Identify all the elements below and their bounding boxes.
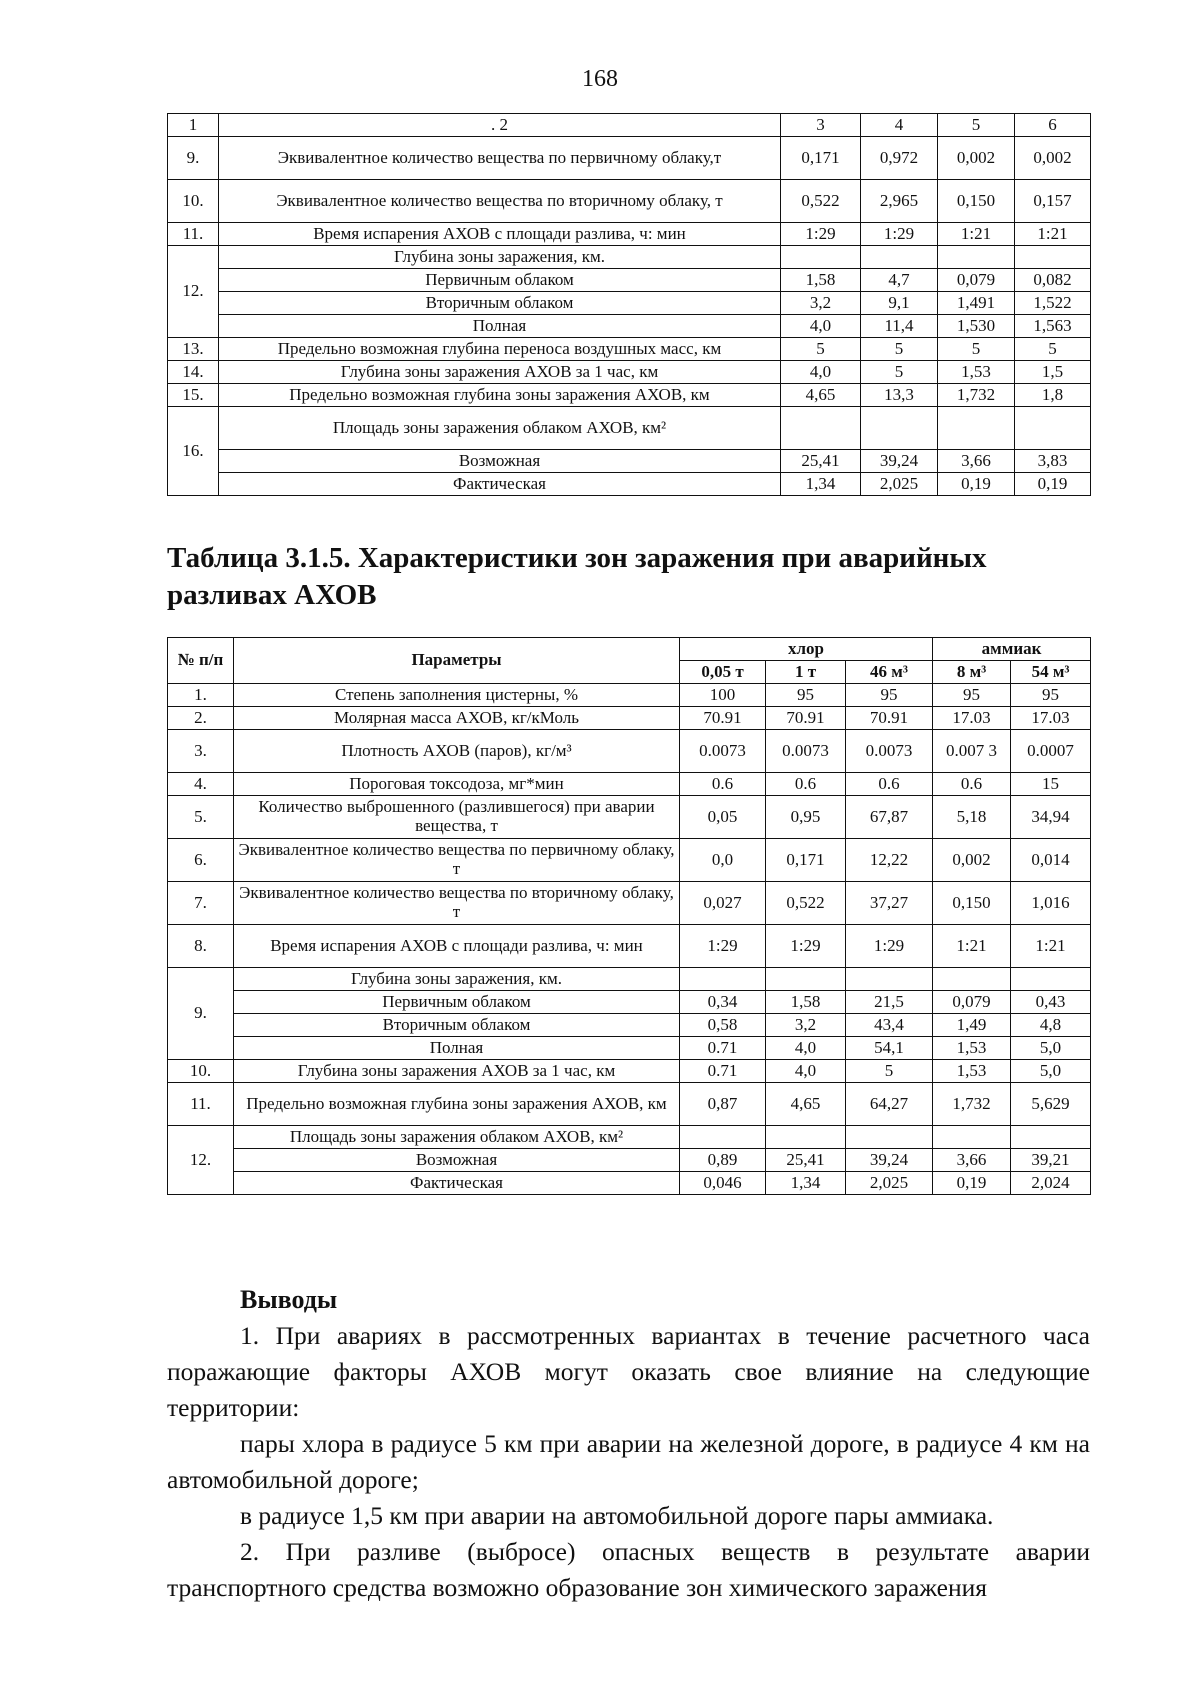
table-cell: Площадь зоны заражения облаком АХОВ, км² [234, 1126, 680, 1149]
table-cell: 11. [168, 1083, 234, 1126]
table-row [168, 882, 1091, 925]
table-cell: 1,732 [938, 384, 1015, 407]
table-cell: 0.6 [766, 773, 846, 796]
table-cell: 0.007 3 [933, 730, 1011, 773]
table-cell: 4,0 [766, 1037, 846, 1060]
table-cell: 5,0 [1011, 1037, 1091, 1060]
table-cell: 4 [861, 114, 938, 137]
table-cell: 4,7 [861, 269, 938, 292]
table-cell: 1,016 [1011, 882, 1091, 925]
table-cell: 4,0 [781, 315, 861, 338]
table-cell: 3,66 [933, 1149, 1011, 1172]
conclusion-paragraph: 1. При авариях в рассмотренных вариантах в течение расчетного часа поражающие факторы АХОВ могут оказать свое влияние на следующие территории: [167, 1321, 1090, 1422]
table-cell: 0,0 [680, 839, 766, 882]
table-header-row [168, 114, 1091, 137]
table-cell: 0.6 [846, 773, 933, 796]
table-cell: 9. [168, 968, 234, 1060]
table-cell: 1:29 [861, 223, 938, 246]
table-cell [938, 246, 1015, 269]
conclusions-heading: Выводы [240, 1285, 338, 1314]
results-table-continuation [167, 113, 1091, 496]
table-cell: 67,87 [846, 796, 933, 839]
table-cell: 25,41 [766, 1149, 846, 1172]
table-cell [846, 1126, 933, 1149]
table-cell: 54,1 [846, 1037, 933, 1060]
column-header-number: № п/п [168, 638, 234, 684]
table-cell: 1:21 [1015, 223, 1091, 246]
table-cell: 10. [168, 1060, 234, 1083]
table-cell: Глубина зоны заражения АХОВ за 1 час, км [219, 361, 781, 384]
table-row [168, 361, 1091, 384]
table-cell: 1. [168, 684, 234, 707]
table-cell: 4,0 [766, 1060, 846, 1083]
table-cell: 100 [680, 684, 766, 707]
table-row [168, 796, 1091, 839]
table-cell: 1,34 [781, 473, 861, 496]
table-row [168, 839, 1091, 882]
column-subheader: 8 м³ [933, 661, 1011, 684]
table-row [168, 991, 1091, 1014]
table-cell: 25,41 [781, 450, 861, 473]
table-cell: 12. [168, 246, 219, 338]
table-cell: 0,002 [938, 137, 1015, 180]
table-cell: 8. [168, 925, 234, 968]
table-cell: 1,491 [938, 292, 1015, 315]
table-cell: Вторичным облаком [219, 292, 781, 315]
table-cell: 15 [1011, 773, 1091, 796]
table-cell: 0,43 [1011, 991, 1091, 1014]
table-cell: 0,87 [680, 1083, 766, 1126]
table-cell: 0,171 [781, 137, 861, 180]
table-cell: Фактическая [234, 1172, 680, 1195]
table-cell: 5 [1015, 338, 1091, 361]
column-header-chlorine: хлор [680, 638, 933, 661]
table-cell: Эквивалентное количество вещества по первичному облаку,т [219, 137, 781, 180]
table-cell: 0,522 [766, 882, 846, 925]
column-subheader: 1 т [766, 661, 846, 684]
table-cell [766, 968, 846, 991]
table-cell: 1,58 [766, 991, 846, 1014]
table-cell [1011, 968, 1091, 991]
table-cell: 0.0007 [1011, 730, 1091, 773]
table-cell: Молярная масса АХОВ, кг/кМоль [234, 707, 680, 730]
table-cell: 1:21 [938, 223, 1015, 246]
table-cell: 0,002 [933, 839, 1011, 882]
table-row [168, 384, 1091, 407]
table-cell: 0,027 [680, 882, 766, 925]
table-cell: 70.91 [846, 707, 933, 730]
table-cell: 9,1 [861, 292, 938, 315]
table-cell: 2,024 [1011, 1172, 1091, 1195]
conclusion-paragraph: 2. При разливе (выбросе) опасных веществ в результате аварии транспортного средства возможно образование зон химического заражения [167, 1537, 1090, 1602]
table-cell: 3,2 [781, 292, 861, 315]
table-cell: 3 [781, 114, 861, 137]
table-cell: 4,65 [781, 384, 861, 407]
table-cell: 2,965 [861, 180, 938, 223]
table-cell: 39,24 [861, 450, 938, 473]
table-row [168, 315, 1091, 338]
table-cell: 0,972 [861, 137, 938, 180]
table-cell: 14. [168, 361, 219, 384]
table-cell: Полная [234, 1037, 680, 1060]
table-cell: Эквивалентное количество вещества по первичному облаку, т [234, 839, 680, 882]
table-row [168, 1060, 1091, 1083]
conclusion-paragraph: в радиусе 1,5 км при аварии на автомобильной дороге пары аммиака. [240, 1501, 994, 1530]
table-cell: Плотность АХОВ (паров), кг/м³ [234, 730, 680, 773]
table-cell: 70.91 [766, 707, 846, 730]
table-row [168, 292, 1091, 315]
table-header-row [168, 638, 1091, 661]
table-cell: Предельно возможная глубина зоны заражения АХОВ, км [219, 384, 781, 407]
table-cell: Эквивалентное количество вещества по вторичному облаку, т [234, 882, 680, 925]
table-row [168, 1172, 1091, 1195]
table-cell: 1:21 [1011, 925, 1091, 968]
table-row [168, 773, 1091, 796]
table-cell: 1,732 [933, 1083, 1011, 1126]
table-cell: Предельно возможная глубина переноса воздушных масс, км [219, 338, 781, 361]
table-cell: 5 [938, 338, 1015, 361]
table-cell: 5. [168, 796, 234, 839]
column-subheader: 46 м³ [846, 661, 933, 684]
table-cell: 13,3 [861, 384, 938, 407]
table-cell: 0,19 [1015, 473, 1091, 496]
table-cell: 0.6 [933, 773, 1011, 796]
table-cell: 39,24 [846, 1149, 933, 1172]
table-cell: 2,025 [861, 473, 938, 496]
table-cell: Время испарения АХОВ с площади разлива, ч: мин [234, 925, 680, 968]
page-number: 168 [582, 66, 618, 92]
table-cell: Возможная [219, 450, 781, 473]
table-cell: 0,95 [766, 796, 846, 839]
contamination-zones-table [167, 637, 1091, 1195]
table-cell: 0,002 [1015, 137, 1091, 180]
table-cell: 4,8 [1011, 1014, 1091, 1037]
table-cell: 1:29 [680, 925, 766, 968]
table-cell: 6. [168, 839, 234, 882]
table-row [168, 684, 1091, 707]
table-row [168, 407, 1091, 450]
table-cell: 0,150 [938, 180, 1015, 223]
table-cell: 1,8 [1015, 384, 1091, 407]
table-cell: 0,89 [680, 1149, 766, 1172]
table-cell: 5 [938, 114, 1015, 137]
table-cell: 95 [766, 684, 846, 707]
table-cell [680, 968, 766, 991]
table-cell: 0.71 [680, 1060, 766, 1083]
conclusion-paragraph: пары хлора в радиусе 5 км при аварии на железной дороге, в радиусе 4 км на автомобильной дороге; [167, 1429, 1090, 1494]
table-cell: Эквивалентное количество вещества по вторичному облаку, т [219, 180, 781, 223]
table-row [168, 246, 1091, 269]
table-cell: 1,34 [766, 1172, 846, 1195]
table-title: Таблица 3.1.5. Характеристики зон заражения при аварийных разливах АХОВ [167, 542, 987, 611]
table-cell [1011, 1126, 1091, 1149]
table-row [168, 269, 1091, 292]
table-cell: Время испарения АХОВ с площади разлива, ч: мин [219, 223, 781, 246]
table-cell: 16. [168, 407, 219, 496]
table-row [168, 1149, 1091, 1172]
table-cell: 2,025 [846, 1172, 933, 1195]
column-subheader: 54 м³ [1011, 661, 1091, 684]
table-cell: 11,4 [861, 315, 938, 338]
table-row [168, 1014, 1091, 1037]
table-cell: 5 [781, 338, 861, 361]
table-cell: 1,522 [1015, 292, 1091, 315]
table-cell [766, 1126, 846, 1149]
table-cell: 1,58 [781, 269, 861, 292]
table-cell [1015, 407, 1091, 450]
table-cell: 70.91 [680, 707, 766, 730]
table-cell: 5,18 [933, 796, 1011, 839]
table-cell: 43,4 [846, 1014, 933, 1037]
table-cell: 0,079 [933, 991, 1011, 1014]
column-header-ammonia: аммиак [933, 638, 1091, 661]
table-cell: 1:29 [846, 925, 933, 968]
table-cell: Первичным облаком [234, 991, 680, 1014]
table-cell: 0.71 [680, 1037, 766, 1060]
table-cell: 5 [861, 361, 938, 384]
table-cell: Глубина зоны заражения, км. [234, 968, 680, 991]
table-cell: Глубина зоны заражения АХОВ за 1 час, км [234, 1060, 680, 1083]
table-row [168, 473, 1091, 496]
table-cell: 5 [846, 1060, 933, 1083]
table-cell: 1,53 [933, 1060, 1011, 1083]
table-cell: 39,21 [1011, 1149, 1091, 1172]
table-cell: Площадь зоны заражения облаком АХОВ, км² [219, 407, 781, 450]
table-cell: Глубина зоны заражения, км. [219, 246, 781, 269]
table-cell: 4,0 [781, 361, 861, 384]
table-cell: Пороговая токсодоза, мг*мин [234, 773, 680, 796]
table-cell: 1,49 [933, 1014, 1011, 1037]
table-row [168, 968, 1091, 991]
table-cell: Фактическая [219, 473, 781, 496]
table-cell: 0,58 [680, 1014, 766, 1037]
table-cell: Степень заполнения цистерны, % [234, 684, 680, 707]
table-cell: 0,171 [766, 839, 846, 882]
column-subheader: 0,05 т [680, 661, 766, 684]
table-cell [933, 968, 1011, 991]
table-cell [933, 1126, 1011, 1149]
table-cell: 3,2 [766, 1014, 846, 1037]
table-cell: 0,19 [933, 1172, 1011, 1195]
table-cell: 1:21 [933, 925, 1011, 968]
table-cell: 1,53 [938, 361, 1015, 384]
table-cell: 12. [168, 1126, 234, 1195]
table-cell: 34,94 [1011, 796, 1091, 839]
table-cell: Количество выброшенного (разлившегося) при аварии вещества, т [234, 796, 680, 839]
table-cell: 11. [168, 223, 219, 246]
table-cell: 0,157 [1015, 180, 1091, 223]
table-cell: 21,5 [846, 991, 933, 1014]
table-cell [1015, 246, 1091, 269]
table-cell: 95 [1011, 684, 1091, 707]
column-header-parameters: Параметры [234, 638, 680, 684]
table-cell [680, 1126, 766, 1149]
table-row [168, 730, 1091, 773]
table-cell: 3,66 [938, 450, 1015, 473]
table-cell: 3,83 [1015, 450, 1091, 473]
table-cell: 4,65 [766, 1083, 846, 1126]
table-cell: 7. [168, 882, 234, 925]
table-cell: 5,0 [1011, 1060, 1091, 1083]
table-cell: 3. [168, 730, 234, 773]
table-cell: Полная [219, 315, 781, 338]
table-cell: Первичным облаком [219, 269, 781, 292]
table-row [168, 707, 1091, 730]
table-cell: 1,5 [1015, 361, 1091, 384]
table-cell: 0,150 [933, 882, 1011, 925]
table-row [168, 223, 1091, 246]
table-cell: 1 [168, 114, 219, 137]
table-cell: 0,05 [680, 796, 766, 839]
table-cell: 0.6 [680, 773, 766, 796]
table-cell [846, 968, 933, 991]
table-cell: 0,522 [781, 180, 861, 223]
table-row [168, 450, 1091, 473]
table-cell: 1,53 [933, 1037, 1011, 1060]
table-cell: 0.0073 [680, 730, 766, 773]
table-cell: 10. [168, 180, 219, 223]
table-cell: 95 [933, 684, 1011, 707]
table-cell: 5,629 [1011, 1083, 1091, 1126]
table-cell: 0,34 [680, 991, 766, 1014]
table-cell: 15. [168, 384, 219, 407]
table-cell: 2. [168, 707, 234, 730]
table-cell [938, 407, 1015, 450]
table-cell [781, 246, 861, 269]
table-cell: Вторичным облаком [234, 1014, 680, 1037]
table-cell: 9. [168, 137, 219, 180]
table-cell: 17.03 [933, 707, 1011, 730]
table-cell: 1,530 [938, 315, 1015, 338]
table-cell [781, 407, 861, 450]
table-cell: 0.0073 [846, 730, 933, 773]
table-cell: Предельно возможная глубина зоны заражения АХОВ, км [234, 1083, 680, 1126]
table-cell: 37,27 [846, 882, 933, 925]
table-row [168, 1037, 1091, 1060]
table-cell: 12,22 [846, 839, 933, 882]
table-cell: 6 [1015, 114, 1091, 137]
table-cell: . 2 [219, 114, 781, 137]
table-cell: 13. [168, 338, 219, 361]
table-cell: 0,046 [680, 1172, 766, 1195]
table-row [168, 180, 1091, 223]
table-cell: 64,27 [846, 1083, 933, 1126]
table-row [168, 1126, 1091, 1149]
table-cell: 0,079 [938, 269, 1015, 292]
table-cell [861, 246, 938, 269]
table-cell: 0,014 [1011, 839, 1091, 882]
table-cell: 5 [861, 338, 938, 361]
table-row [168, 1083, 1091, 1126]
table-cell: 4. [168, 773, 234, 796]
table-row [168, 338, 1091, 361]
table-cell: 1:29 [766, 925, 846, 968]
table-cell: Возможная [234, 1149, 680, 1172]
table-cell: 95 [846, 684, 933, 707]
table-cell: 1,563 [1015, 315, 1091, 338]
table-cell: 1:29 [781, 223, 861, 246]
table-cell: 0,19 [938, 473, 1015, 496]
table-cell: 17.03 [1011, 707, 1091, 730]
table-row [168, 137, 1091, 180]
table-cell [861, 407, 938, 450]
table-row [168, 925, 1091, 968]
table-cell: 0,082 [1015, 269, 1091, 292]
table-cell: 0.0073 [766, 730, 846, 773]
